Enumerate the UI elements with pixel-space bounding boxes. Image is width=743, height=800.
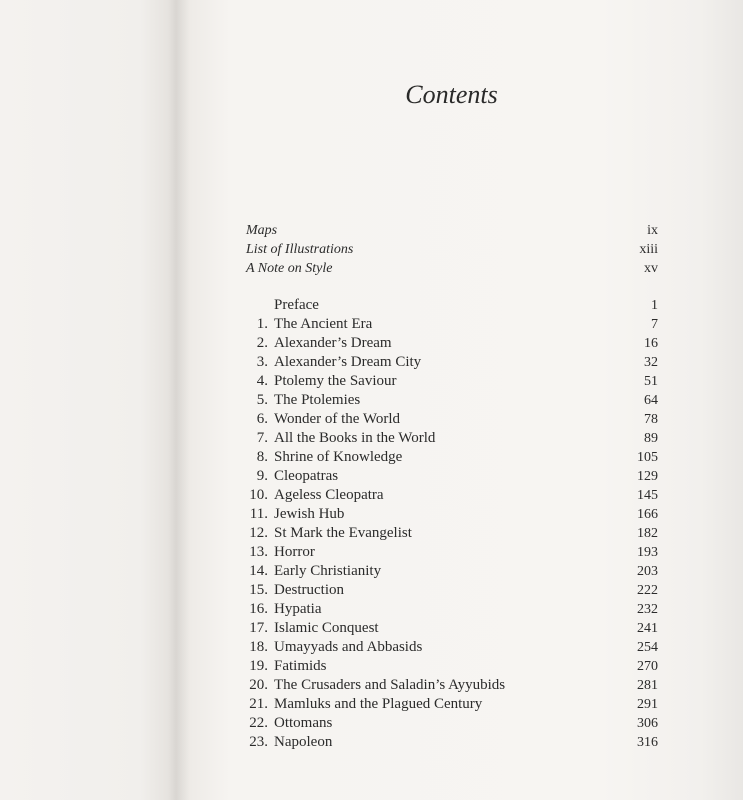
toc-entry-chapter [246,353,658,372]
toc-entry-chapter [246,391,658,410]
toc-entry-number: 21. [249,696,268,712]
toc-entry-label: Ptolemy the Saviour [274,373,397,389]
toc-entry-chapter [246,448,658,467]
toc-entry-page: 270 [637,659,658,674]
toc-entry-label: Hypatia [274,601,322,617]
toc-entry-label: The Ancient Era [274,316,373,332]
toc-entry-chapter [246,733,658,752]
toc-entry-number: 20. [249,677,268,693]
toc-entry-chapter [246,562,658,581]
toc-entry-number: 10. [249,487,268,503]
toc-entry-chapter [246,524,658,543]
toc-entry-label: St Mark the Evangelist [274,525,412,541]
toc-entry-number: 16. [249,601,268,617]
toc-entry-page: 222 [637,583,658,598]
toc-entry-chapter [246,372,658,391]
toc-entry-label: Fatimids [274,658,327,674]
toc-entry-page: 1 [651,298,658,313]
toc-entry-page: 232 [637,602,658,617]
toc-entry-number: 3. [256,354,268,370]
toc-entry-page: ix [647,223,658,238]
toc-entry-chapter [246,334,658,353]
toc-entry-number: 14. [249,563,268,579]
toc-entry-page: 7 [651,317,658,332]
toc-entry-label: Cleopatras [274,468,339,484]
toc-entry-chapter [246,505,658,524]
toc-entry-page: 51 [644,374,658,389]
toc-entry-label: Horror [274,544,315,560]
toc-entry-chapter [246,486,658,505]
toc-entry-chapter [246,600,658,619]
toc-entry-chapter [246,638,658,657]
toc-entry-label: List of Illustrations [246,242,354,257]
toc-entry-page: 166 [637,507,658,522]
toc-entry-label: Destruction [274,582,344,598]
toc-entry-chapter [246,619,658,638]
toc-entry-page: 16 [644,336,658,351]
toc-entry-page: 291 [637,697,658,712]
toc-entry-chapter [246,315,658,334]
toc-entry-maps [246,221,658,240]
toc-entry-page: 105 [637,450,658,465]
toc-entry-number: 19. [249,658,268,674]
toc-entry-label: All the Books in the World [274,430,436,446]
toc-entry-number: 1. [256,316,268,332]
toc-entry-label: Mamluks and the Plagued Century [274,696,483,712]
toc-entry-list-of-illustrations [246,240,658,259]
toc-entry-chapter [246,695,658,714]
toc-entry-page: 203 [637,564,658,579]
toc-entry-number: 2. [256,335,268,351]
toc-entry-number: 11. [249,506,268,522]
toc-entry-chapter [246,429,658,448]
toc-entry-label: Umayyads and Abbasids [274,639,423,655]
toc-entry-number: 15. [249,582,268,598]
toc-entry-number: 7. [256,430,268,446]
toc-entry-page: 241 [637,621,658,636]
toc-entry-page: 89 [644,431,658,446]
toc-entry-label: The Ptolemies [274,392,361,408]
toc-entry-label: Wonder of the World [274,411,401,427]
toc-entry-number: 4. [256,373,268,389]
toc-entry-page: 145 [637,488,658,503]
toc-entry-note-on-style [246,259,658,278]
toc-entry-chapter [246,676,658,695]
toc-entry-page: 129 [637,469,658,484]
toc-entry-number: 13. [249,544,268,560]
toc-entry-page: 281 [637,678,658,693]
toc-entry-chapter [246,657,658,676]
toc-entry-number: 8. [256,449,268,465]
toc-entry-page: 193 [637,545,658,560]
toc-entry-page: xv [644,261,658,276]
toc-entry-chapter [246,581,658,600]
toc-entry-chapter [246,410,658,429]
toc-entry-number: 23. [249,734,268,750]
toc-entry-page: 78 [644,412,658,427]
toc-entry-number: 6. [256,411,268,427]
toc-entry-label: Jewish Hub [274,506,345,522]
toc-entry-label: Alexander’s Dream [274,335,392,351]
toc-entry-chapter [246,543,658,562]
toc-entry-label: Napoleon [274,734,333,750]
toc-entry-number: 12. [249,525,268,541]
page-title: Contents [405,80,498,109]
toc-entry-preface [246,296,658,315]
toc-entry-page: 306 [637,716,658,731]
toc-entry-page: 32 [644,355,658,370]
toc-entry-page: 254 [637,640,658,655]
toc-entry-number: 9. [256,468,268,484]
toc-entry-number: 5. [256,392,268,408]
toc-entry-page: 64 [644,393,658,408]
toc-entry-chapter [246,714,658,733]
toc-entry-label: Islamic Conquest [274,620,379,636]
toc-entry-number: 22. [249,715,268,731]
toc-entry-label: A Note on Style [246,261,333,276]
toc-entry-chapter [246,467,658,486]
toc-entry-label: The Crusaders and Saladin’s Ayyubids [274,677,506,693]
toc-entry-number: 17. [249,620,268,636]
toc-entry-label: Ageless Cleopatra [274,487,384,503]
toc-entry-label: Early Christianity [274,563,382,579]
toc-entry-label: Maps [246,223,278,238]
toc-entry-label: Shrine of Knowledge [274,449,403,465]
toc-entry-label: Preface [274,297,319,313]
toc-entry-label: Alexander’s Dream City [274,354,422,370]
toc-entry-page: xiii [639,242,658,257]
toc-entry-page: 316 [637,735,658,750]
toc-entry-label: Ottomans [274,715,333,731]
toc-entry-number: 18. [249,639,268,655]
toc-entry-page: 182 [637,526,658,541]
